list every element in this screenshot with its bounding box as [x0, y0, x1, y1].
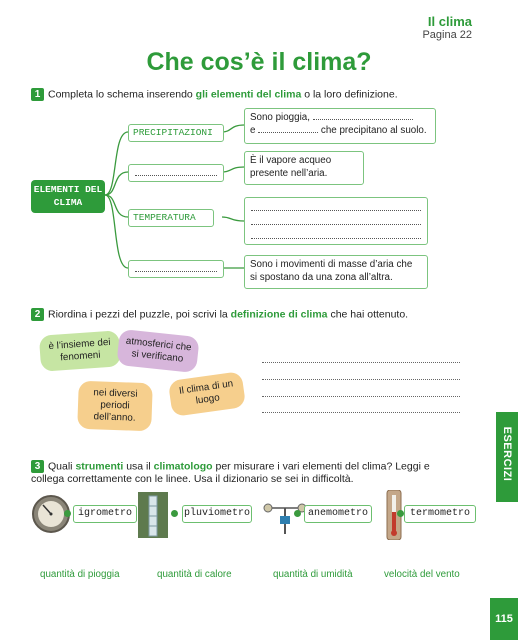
answer-line-2[interactable] [262, 379, 460, 380]
page-number: 115 [490, 598, 518, 640]
category-blank-2[interactable] [128, 164, 224, 182]
connector-def-1 [222, 125, 244, 132]
page-reference: Pagina 22 [422, 29, 472, 41]
tool-connector-dot[interactable] [64, 510, 71, 517]
definition-2: È il vapore acqueo presente nell’aria. [244, 151, 364, 185]
puzzle-piece-3[interactable]: nei diversi periodi dell’anno. [77, 381, 153, 432]
quantity-pioggia: quantità di pioggia [40, 569, 120, 580]
tool-connector-dot[interactable] [171, 510, 178, 517]
anemometer-image [262, 494, 308, 534]
rain-gauge-image [138, 492, 168, 538]
side-tab-esercizi: ESERCIZI [496, 412, 518, 502]
blank-line[interactable] [313, 119, 413, 120]
answer-line-3[interactable] [262, 396, 460, 397]
connector-1 [105, 132, 128, 195]
tool-pluviometro: pluviometro [182, 505, 252, 523]
tool-igrometro: igrometro [73, 505, 137, 523]
category-precipitazioni: PRECIPITAZIONI [128, 124, 224, 142]
connector-4 [105, 195, 128, 268]
puzzle-piece-1[interactable]: è l’insieme dei fenomeni [39, 330, 121, 371]
tool-connector-dot[interactable] [397, 510, 404, 517]
answer-line-1[interactable] [262, 362, 460, 363]
exercise-1-number: 1 [31, 88, 44, 101]
exercise-3-instruction: 3 Quali strumenti usa il climatologo per misurare i vari elementi del clima? Leggi e collega correttamente con le linee. Usa il dizionario se sei in difficoltà. [31, 460, 430, 486]
definition-1: Sono pioggia, e che precipitano al suolo. [244, 108, 436, 144]
tool-termometro: termometro [404, 505, 476, 523]
exercise-1-instruction: 1 Completa lo schema inserendo gli elementi del clima o la loro definizione. [31, 88, 398, 101]
connector-2 [105, 172, 128, 195]
definition-3-blank[interactable] [244, 197, 428, 245]
definition-4: Sono i movimenti di masse d’aria che si spostano da una zona all’altra. [244, 255, 428, 289]
blank-line[interactable] [258, 132, 318, 133]
quantity-calore: quantità di calore [157, 569, 232, 580]
exercise-2-instruction: 2 Riordina i pezzi del puzzle, poi scrivi la definizione di clima che hai ottenuto. [31, 308, 408, 321]
tool-anemometro: anemometro [304, 505, 372, 523]
page-title: Che cos’è il clima? [146, 48, 372, 76]
puzzle-piece-4[interactable]: Il clima di un luogo [168, 371, 246, 417]
quantity-vento: velocità del vento [384, 569, 460, 580]
exercise-3-number: 3 [31, 460, 44, 473]
category-temperatura: TEMPERATURA [128, 209, 214, 227]
connector-def-3 [222, 217, 244, 221]
schema-root: ELEMENTI DEL CLIMA [31, 180, 105, 213]
category-blank-4[interactable] [128, 260, 224, 278]
exercise-2-number: 2 [31, 308, 44, 321]
quantity-umidita: quantità di umidità [273, 569, 353, 580]
tool-connector-dot[interactable] [294, 510, 301, 517]
section-title: Il clima [427, 14, 472, 29]
puzzle-piece-2[interactable]: atmosferici che si verificano [116, 329, 199, 373]
answer-line-4[interactable] [262, 412, 460, 413]
connector-def-2 [222, 167, 244, 172]
